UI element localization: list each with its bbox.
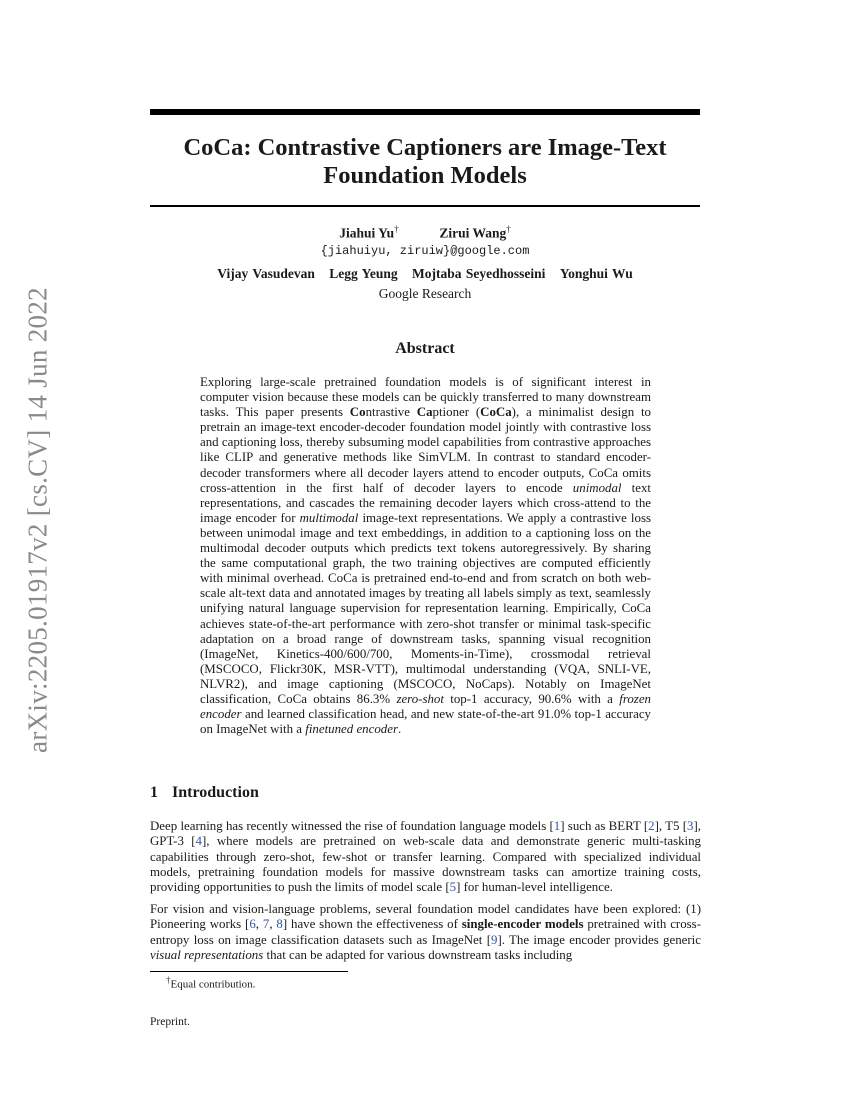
equal-contribution-mark: † [394, 224, 399, 234]
author-mojtaba-seyedhosseini: Mojtaba Seyedhosseini [412, 266, 546, 281]
title-line-2: Foundation Models [323, 162, 527, 189]
preprint-label: Preprint. [150, 1016, 190, 1028]
title-line-1: CoCa: Contrastive Captioners are Image-Text [183, 134, 667, 161]
authors-row-1 [150, 224, 700, 242]
citation-link[interactable]: 5 [449, 880, 457, 895]
author-email: {jiahuiyu, ziruiw}@google.com [320, 244, 530, 258]
footnote-text: Equal contribution. [170, 978, 256, 991]
footnote [166, 975, 255, 991]
abstract-heading: Abstract [395, 340, 455, 357]
section-number: 1 [150, 784, 158, 801]
equal-contribution-mark: † [506, 224, 511, 234]
citation-link[interactable]: 2 [648, 819, 655, 833]
author-zirui-wang: Zirui Wang [439, 225, 507, 241]
paper-title [150, 134, 700, 190]
authors-row-2 [150, 266, 700, 282]
citation-link[interactable]: 3 [687, 819, 694, 833]
footnote-mark: † [166, 975, 171, 985]
affiliation: Google Research [378, 286, 472, 301]
title-top-rule [150, 109, 700, 115]
author-vijay-vasudevan: Vijay Vasudevan [217, 266, 315, 281]
section-heading-introduction [150, 784, 259, 802]
author-legg-yeung: Legg Yeung [329, 266, 398, 281]
citation-link[interactable]: 8 [276, 917, 283, 932]
citation-link[interactable]: 6 [249, 917, 256, 932]
author-yonghui-wu: Yonghui Wu [559, 266, 633, 281]
title-bottom-rule [150, 205, 700, 207]
intro-paragraph-1: Deep learning has recently witnessed the rise of foundation language models [1] such as BERT [2], T5 [3], GPT-3 [4], where models are pretrained on web-scale data and demonstrate generic multi-tasking capabilities through zero-shot, few-shot or transfer learning. Compared with specialized individual models, pretraining foundation models for massive downstream tasks can amortize training costs, providing opportunities to push the limits of model scale [5] for human-level intelligence. [150, 819, 702, 895]
citation-link[interactable]: 4 [195, 834, 202, 849]
citation-link[interactable]: 7 [262, 917, 270, 932]
citation-link[interactable]: 1 [553, 819, 561, 833]
arxiv-sidebar-stamp [18, 287, 58, 753]
footnote-rule [150, 971, 348, 972]
intro-paragraph-2: For vision and vision-language problems, several foundation model candidates have been explored: (1) Pioneering works [6, 7, 8] have shown the effectiveness of single-encoder models pretrained with cross-entropy loss on image classification datasets such as ImageNet [9]. The image encoder provides generic visual representations that can be adapted for various downstream tasks including [150, 902, 701, 962]
citation-link[interactable]: 9 [491, 932, 498, 947]
section-title: Introduction [172, 784, 259, 801]
author-jiahui-yu: Jiahui Yu [339, 225, 395, 241]
abstract-body: Exploring large-scale pretrained foundation models is of significant interest in computer vision because these models can be quickly transferred to many downstream tasks. This paper presents Contrastive Captioner (CoCa), a minimalist design to pretrain an image-text encoder-decoder foundation model jointly with contrastive loss and captioning loss, thereby subsuming model capabilities from contrastive approaches like CLIP and generative methods like SimVLM. In contrast to standard encoder-decoder transformers where all decoder layers attend to encoder outputs, CoCa omits cross-attention in the first half of decoder layers to encode unimodal text representations, and cascades the remaining decoder layers which cross-attend to the image encoder for multimodal image-text representations. We apply a contrastive loss between unimodal image and text embeddings, in addition to a captioning loss on the multimodal decoder outputs which predicts text tokens autoregressively. By sharing the same computational graph, the two training objectives are computed efficiently with minimal overhead. CoCa is pretrained end-to-end and from scratch on both web-scale alt-text data and annotated images by treating all labels simply as text, seamlessly unifying natural language supervision for representation learning. Empirically, CoCa achieves state-of-the-art performance with zero-shot transfer or minimal task-specific adaptation on a broad range of downstream tasks, spanning visual recognition (ImageNet, Kinetics-400/600/700, Moments-in-Time), crossmodal retrieval (MSCOCO, Flickr30K, MSR-VTT), multimodal understanding (VQA, SNLI-VE, NLVR2), and image captioning (MSCOCO, NoCaps). Notably on ImageNet classification, CoCa obtains 86.3% zero-shot top-1 accuracy, 90.6% with a frozen encoder and learned classification head, and new state-of-the-art 91.0% top-1 accuracy on ImageNet with a finetuned encoder. [200, 375, 651, 737]
arxiv-id-text: arXiv:2205.01917v2 [cs.CV] 14 Jun 2022 [22, 287, 53, 753]
